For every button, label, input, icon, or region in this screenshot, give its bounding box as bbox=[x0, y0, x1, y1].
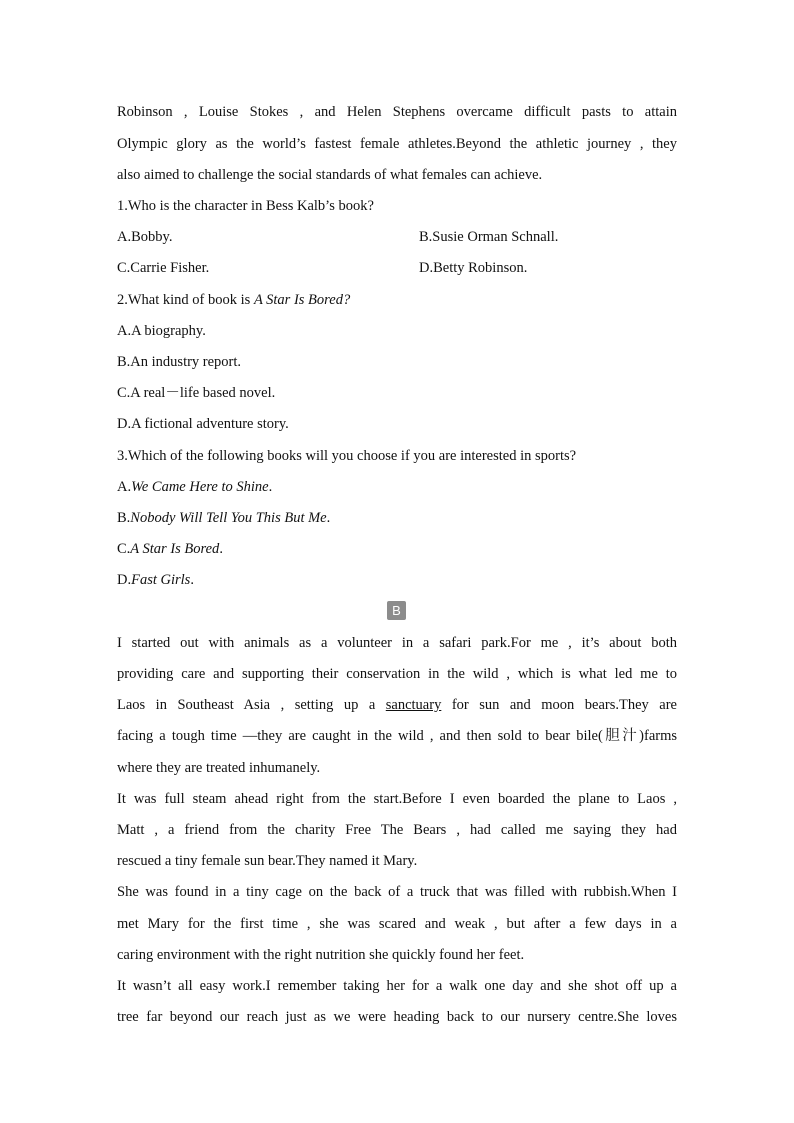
question-1-stem: 1.Who is the character in Bess Kalb’s book? bbox=[117, 198, 374, 214]
question-2-stem-text: 2.What kind of book is bbox=[117, 292, 254, 308]
underlined-word-sanctuary: sanctuary bbox=[385, 697, 442, 713]
option-end: . bbox=[268, 479, 273, 495]
passage-a-line-3: also aimed to challenge the social standards of what females can achieve. bbox=[117, 167, 543, 183]
question-2-option-d: D.A fictional adventure story. bbox=[117, 416, 289, 432]
question-2-option-c: C.A real－life based novel. bbox=[117, 385, 276, 401]
question-2-option-b: B.An industry report. bbox=[117, 354, 242, 370]
option-letter: C. bbox=[117, 541, 131, 557]
passage-b-line-2: providing care and supporting their conservation in the wild , which is what led me to bbox=[117, 666, 677, 682]
question-2-book-title: A Star Is Bored? bbox=[253, 292, 351, 308]
option-end: . bbox=[190, 572, 194, 588]
question-1-option-b: B.Susie Orman Schnall. bbox=[419, 229, 559, 245]
option-end: . bbox=[219, 541, 223, 557]
passage-b-line-4: facing a tough time —they are caught in the wild , and then sold to bear bile(胆汁)farms bbox=[117, 728, 677, 744]
passage-b-line-12: It wasn’t all easy work.I remember taking her for a walk one day and she shot off up a bbox=[117, 978, 677, 994]
option-book-title: Nobody Will Tell You This But Me bbox=[130, 510, 327, 526]
option-letter: B. bbox=[117, 510, 131, 526]
question-2-stem bbox=[117, 290, 350, 310]
question-1-option-c: C.Carrie Fisher. bbox=[117, 260, 210, 276]
question-3-option-b bbox=[117, 508, 330, 528]
question-1-option-d: D.Betty Robinson. bbox=[419, 260, 528, 276]
passage-b-line-1: I started out with animals as a volunteer in a safari park.For me , it’s about both bbox=[117, 635, 677, 651]
option-book-title: Fast Girls bbox=[131, 572, 191, 588]
question-3-option-a bbox=[117, 477, 272, 497]
passage-b-line-13: tree far beyond our reach just as we were heading back to our nursery centre.She loves bbox=[117, 1009, 677, 1025]
passage-b-line-3 bbox=[117, 695, 677, 715]
option-letter: D. bbox=[117, 572, 132, 588]
passage-b-line-9: She was found in a tiny cage on the back of a truck that was filled with rubbish.When I bbox=[117, 884, 677, 900]
question-1-option-a: A.Bobby. bbox=[117, 229, 173, 245]
passage-b-line-11: caring environment with the right nutrition she quickly found her feet. bbox=[117, 947, 525, 963]
option-book-title: A Star Is Bored bbox=[130, 541, 220, 557]
option-end: . bbox=[326, 510, 331, 526]
section-b-badge: B bbox=[387, 601, 406, 620]
option-letter: A. bbox=[117, 479, 132, 495]
passage-text: for sun and moon bears.They are bbox=[441, 697, 677, 713]
passage-b-line-10: met Mary for the first time , she was scared and weak , but after a few days in a bbox=[117, 916, 677, 932]
option-book-title: We Came Here to Shine bbox=[131, 479, 269, 495]
question-3-stem: 3.Which of the following books will you choose if you are interested in sports? bbox=[117, 448, 577, 464]
passage-b-line-8: rescued a tiny female sun bear.They named it Mary. bbox=[117, 853, 418, 869]
question-3-option-c bbox=[117, 539, 223, 559]
question-3-option-d bbox=[117, 570, 194, 590]
passage-a-line-2: Olympic glory as the world’s fastest female athletes.Beyond the athletic journey , they bbox=[117, 136, 677, 152]
passage-b-line-7: Matt , a friend from the charity Free The Bears , had called me saying they had bbox=[117, 822, 677, 838]
passage-b-line-5: where they are treated inhumanely. bbox=[117, 760, 321, 776]
passage-text: Laos in Southeast Asia , setting up a bbox=[117, 697, 386, 713]
question-2-option-a: A.A biography. bbox=[117, 323, 206, 339]
passage-b-line-6: It was full steam ahead right from the start.Before I even boarded the plane to Laos , bbox=[117, 791, 677, 807]
passage-a-line-1: Robinson , Louise Stokes , and Helen Stephens overcame difficult pasts to attain bbox=[117, 104, 677, 120]
